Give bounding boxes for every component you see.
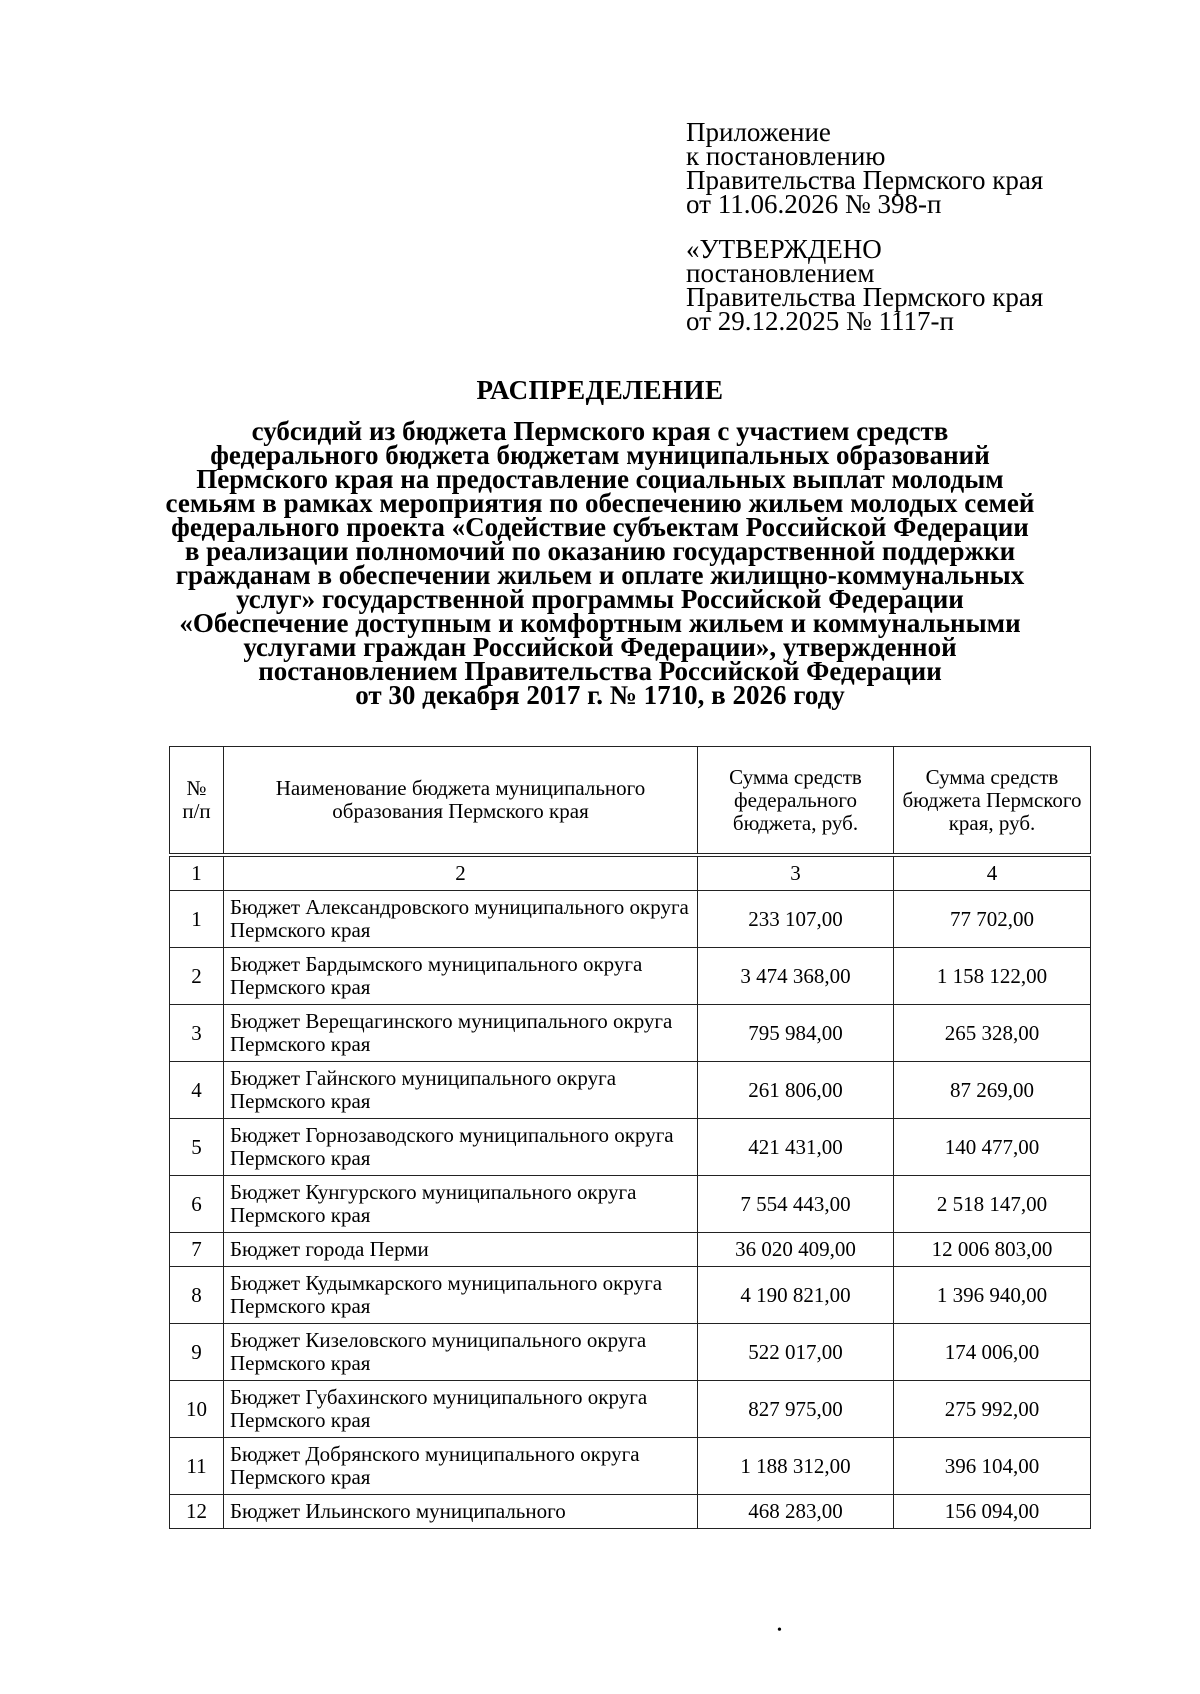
appendix-line: Приложение (686, 117, 831, 147)
federal-amount: 4 190 821,00 (698, 1267, 894, 1324)
row-number: 11 (170, 1438, 224, 1495)
subsidy-table (169, 746, 1091, 1529)
table-row (170, 1267, 1091, 1324)
header-budget-name: Наименование бюджета муниципального образования Пермского края (224, 747, 698, 854)
regional-amount: 2 518 147,00 (894, 1176, 1091, 1233)
budget-name: Бюджет Кунгурского муниципального округа Пермского края (224, 1176, 698, 1233)
approved-line: постановлением (686, 258, 875, 288)
column-number: 4 (894, 857, 1091, 891)
regional-amount: 265 328,00 (894, 1005, 1091, 1062)
regional-amount: 156 094,00 (894, 1495, 1091, 1529)
federal-amount: 36 020 409,00 (698, 1233, 894, 1267)
column-numbers-row (170, 857, 1091, 891)
federal-amount: 7 554 443,00 (698, 1176, 894, 1233)
subtitle-line: федерального проекта «Содействие субъектам Российской Федерации (171, 512, 1029, 542)
table-row (170, 1176, 1091, 1233)
budget-name: Бюджет Верещагинского муниципального округа Пермского края (224, 1005, 698, 1062)
federal-amount: 522 017,00 (698, 1324, 894, 1381)
budget-name: Бюджет Горнозаводского муниципального округа Пермского края (224, 1119, 698, 1176)
appendix-block (686, 117, 1146, 336)
regional-amount: 174 006,00 (894, 1324, 1091, 1381)
budget-name: Бюджет Кудымкарского муниципального округа Пермского края (224, 1267, 698, 1324)
row-number: 3 (170, 1005, 224, 1062)
subtitle-line: постановлением Правительства Российской Федерации (258, 656, 942, 686)
row-number: 12 (170, 1495, 224, 1529)
regional-amount: 1 158 122,00 (894, 948, 1091, 1005)
approved-line: «УТВЕРЖДЕНО (686, 234, 882, 264)
row-number: 4 (170, 1062, 224, 1119)
regional-amount: 140 477,00 (894, 1119, 1091, 1176)
approved-line: Правительства Пермского края (686, 282, 1044, 312)
subtitle-line: в реализации полномочий по оказанию государственной поддержки (184, 536, 1016, 566)
subtitle-line: Пермского края на предоставление социальных выплат молодым (196, 464, 1004, 494)
row-number: 7 (170, 1233, 224, 1267)
table-row (170, 1324, 1091, 1381)
approved-line: от 29.12.2025 № 1117-п (686, 306, 954, 336)
federal-amount: 827 975,00 (698, 1381, 894, 1438)
header-regional-sum: Сумма средств бюджета Пермского края, руб. (894, 747, 1091, 854)
row-number: 9 (170, 1324, 224, 1381)
budget-name: Бюджет Ильинского муниципального (224, 1495, 698, 1529)
row-number: 10 (170, 1381, 224, 1438)
federal-amount: 421 431,00 (698, 1119, 894, 1176)
row-number: 8 (170, 1267, 224, 1324)
budget-name: Бюджет города Перми (224, 1233, 698, 1267)
header-number: № п/п (170, 747, 224, 854)
regional-amount: 87 269,00 (894, 1062, 1091, 1119)
subtitle-line: семьям в рамках мероприятия по обеспечению жильем молодых семей (165, 488, 1035, 518)
subtitle-line: субсидий из бюджета Пермского края с участием средств (251, 416, 949, 446)
subtitle-line: от 30 декабря 2017 г. № 1710, в 2026 году (355, 680, 845, 710)
regional-amount: 275 992,00 (894, 1381, 1091, 1438)
federal-amount: 468 283,00 (698, 1495, 894, 1529)
federal-amount: 795 984,00 (698, 1005, 894, 1062)
regional-amount: 396 104,00 (894, 1438, 1091, 1495)
appendix-line: от 11.06.2026 № 398-п (686, 189, 942, 219)
federal-amount: 233 107,00 (698, 891, 894, 948)
table-row (170, 1438, 1091, 1495)
subtitle-line: гражданам в обеспечении жильем и оплате жилищно-коммунальных (175, 560, 1025, 590)
column-number: 2 (224, 857, 698, 891)
row-number: 5 (170, 1119, 224, 1176)
table-row (170, 1005, 1091, 1062)
budget-name: Бюджет Александровского муниципального округа Пермского края (224, 891, 698, 948)
budget-name: Бюджет Губахинского муниципального округа Пермского края (224, 1381, 698, 1438)
document-heading (160, 375, 1040, 710)
table-row (170, 1381, 1091, 1438)
subtitle-line: «Обеспечение доступным и комфортным жильем и коммунальными (179, 608, 1021, 638)
subtitle-line: услугами граждан Российской Федерации», утвержденной (243, 632, 957, 662)
row-number: 1 (170, 891, 224, 948)
subtitle-line: федерального бюджета бюджетам муниципальных образований (210, 440, 990, 470)
row-number: 6 (170, 1176, 224, 1233)
table-row (170, 1062, 1091, 1119)
table-row (170, 1119, 1091, 1176)
row-number: 2 (170, 948, 224, 1005)
header-federal-sum: Сумма средств федерального бюджета, руб. (698, 747, 894, 854)
table-row (170, 1233, 1091, 1267)
column-number: 1 (170, 857, 224, 891)
scan-mark: • (777, 1623, 782, 1638)
federal-amount: 3 474 368,00 (698, 948, 894, 1005)
budget-name: Бюджет Кизеловского муниципального округа Пермского края (224, 1324, 698, 1381)
regional-amount: 12 006 803,00 (894, 1233, 1091, 1267)
table-header-row (170, 747, 1091, 854)
federal-amount: 261 806,00 (698, 1062, 894, 1119)
federal-amount: 1 188 312,00 (698, 1438, 894, 1495)
table-row (170, 891, 1091, 948)
document-title: РАСПРЕДЕЛЕНИЕ (476, 375, 724, 405)
table-row (170, 1495, 1091, 1529)
appendix-line: к постановлению (686, 141, 886, 171)
appendix-line: Правительства Пермского края (686, 165, 1044, 195)
budget-name: Бюджет Добрянского муниципального округа Пермского края (224, 1438, 698, 1495)
regional-amount: 1 396 940,00 (894, 1267, 1091, 1324)
subtitle-line: услуг» государственной программы Российской Федерации (236, 584, 964, 614)
table-row (170, 948, 1091, 1005)
column-number: 3 (698, 857, 894, 891)
budget-name: Бюджет Бардымского муниципального округа Пермского края (224, 948, 698, 1005)
budget-name: Бюджет Гайнского муниципального округа Пермского края (224, 1062, 698, 1119)
regional-amount: 77 702,00 (894, 891, 1091, 948)
